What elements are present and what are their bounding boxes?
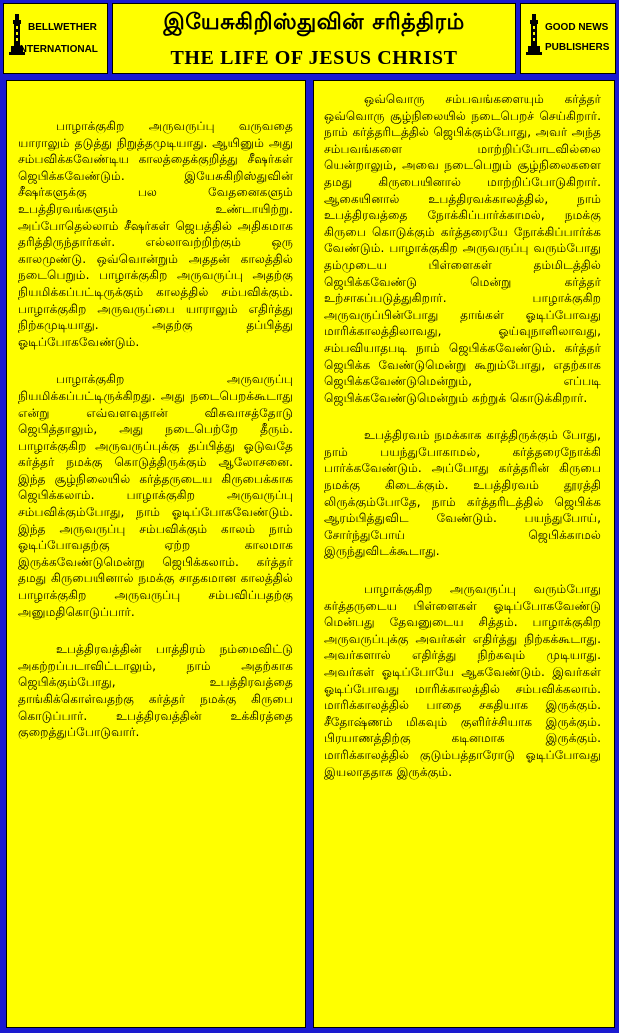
good-news-tower-icon [525,12,543,68]
right-paragraph-2: உபத்திரவம் நமக்காக காத்திருக்கும் போது, நாம் பயந்துபோகாமல், கர்த்தரைநோக்கி பார்க்கவேண்டும். அப்போது கர்த்தரின் கிருபை நமக்கு கிடைக்கும். உபத்திரவம் தூரத்தி லிருக்கும்போதே, நாம் கர்த்தரிடத்தில் ஜெபிக்க ஆரம்பித்துவிட வேண்டும். பயந்துபோய், சோர்ந்துபோய் ஜெபிக்காமல் இருந்துவிடக்கூடாது. [324,428,601,559]
right-logo-box [520,3,616,74]
right-paragraph-1: ஒவ்வொரு சம்பவங்களையும் கர்த்தர் ஒவ்வொரு சூழ்நிலையில் நடைபெறச் செய்கிறார். நாம் கர்த்தரிடத்தில் ஜெபிக்கும்போது, அவர் அந்த சம்பவங்களை மாற்றிப்போடவில்லை யென்றாலும், அவை நடைபெறும் சூழ்நிலைகளை தமது கிருபையினால் மாற்றிப்போடுகிறார். ஆகையினால் உபத்திரவக்காலத்தில், நாம் உபத்திரவத்தை நோக்கிப்பார்க்காமல், நமக்கு கிருபை கொடுக்கும் கர்த்தரையே நோக்கிப்பார்க்க வேண்டும். பாழாக்குகிற அருவருப்பு வரும்போது தம்முடைய பிள்ளைகள் தம்மிடத்தில் ஜெபிக்கவேண்டு மென்று கர்த்தர் உற்சாகப்படுத்துகிறார். பாழாக்குகிற அருவருப்பின்போது தாங்கள் ஓடிப்போவது மாரிக்காலத்திலாவது, ஓய்வுநாளிலாவது, சம்பவியாதபடி நாம் ஜெபிக்கவேண்டும். கர்த்தர் ஜெபிக்க வேண்டுமென்று கூறும்போது, எதற்காக ஜெபிக்கவேண்டுமென்றும், எப்படி ஜெபிக்கவேண்டுமென்றும் கற்றுக் கொடுக்கிறார். [324,92,601,405]
title-english: THE LIFE OF JESUS CHRIST [170,47,458,69]
left-column [6,80,306,1028]
bellwether-tower-icon [8,12,26,68]
right-logo-line1: GOOD NEWS [545,22,609,33]
right-column-text [324,91,601,801]
bellwether-logo [8,12,102,68]
right-column [313,80,615,1028]
right-logo-line2: PUBLISHERS [545,42,610,53]
left-logo-line1: BELLWETHER [28,22,97,33]
left-logo-box [3,3,108,74]
header-banner [0,0,619,79]
left-logo-line2: INTERNATIONAL [17,44,98,55]
title-box [112,3,516,74]
left-column-text [18,118,293,762]
title-tamil: இயேசுகிறிஸ்துவின் சரித்திரம் [163,10,465,35]
good-news-logo [525,12,619,68]
left-paragraph-1: பாழாக்குகிற அருவருப்பு வருவதை யாராலும் தடுத்து நிறுத்தமுடியாது. ஆயினும் அது சம்பவிக்கவேண்டிய காலத்தைக்குறித்து சீஷர்கள் ஜெபிக்கவேண்டும். இயேசுகிறிஸ்துவின் சீஷர்களுக்கு பல வேதனைகளும் உபத்திரவங்களும் உண்டாயிற்று. அப்போதெல்லாம் சீஷர்கள் ஜெபத்தில் அதிகமாக தரித்திருந்தார்கள். எல்லாவற்றிற்கும் ஒரு காலமுண்டு. ஒவ்வொன்றும் அததன் காலத்தில் நடைபெறும். பாழாக்குகிற அருவருப்பு அதற்கு நியமிக்கப்பட்டிருக்கும் காலத்தில் சம்பவிக்கும். பாழாக்குகிற அருவருப்பை யாராலும் எதிர்த்து நிற்கமுடியாது. அதற்கு தப்பித்து ஓடிப்போகவேண்டும். [18,119,293,349]
right-paragraph-3: பாழாக்குகிற அருவருப்பு வரும்போது கர்த்தருடைய பிள்ளைகள் ஓடிப்போகவேண்டு மென்பது தேவனுடைய சித்தம். பாழாக்குகிற அருவருப்புக்கு அவர்கள் எதிர்த்து நிற்கக்கூடாது. அவர்களால் எதிர்த்து நிற்கவும் முடியாது. அவர்கள் ஓடிப்போயே ஆகவேண்டும். இவர்கள் ஓடிப்போவது மாரிக்காலத்தில் சம்பவிக்கலாம். மாரிக்காலத்தில் பாதை சகதியாக இருக்கும். சீதோஷ்ணம் மிகவும் குளிர்ச்சியாக இருக்கும். பிரயாணத்திற்கு கடினமாக இருக்கும். மாரிக்காலத்தில் குடும்பத்தாரோடு ஓடிப்போவது இயலாததாக இருக்கும். [324,582,601,779]
left-paragraph-2: பாழாக்குகிற அருவருப்பு நியமிக்கப்பட்டிருக்கிறது. அது நடைபெறக்கூடாது என்று எவ்வளவுதான் விசுவாசத்தோடு ஜெபித்தாலும், அது நடைபெற்றே தீரும். பாழாக்குகிற அருவருப்புக்கு தப்பித்து ஓடுவதே கர்த்தர் நமக்கு கொடுத்திருக்கும் ஆலோசனை. இந்த சூழ்நிலையில் கர்த்தருடைய கிருபைக்காக ஜெபிக்கலாம். பாழாக்குகிற அருவருப்பு சம்பவிக்கும்போது, நாம் ஓடிப்போகவேண்டும். இந்த அருவருப்பு சம்பவிக்கும் காலம் நாம் ஓடிப்போவதற்கு ஏற்ற காலமாக இருக்கவேண்டுமென்று ஜெபிக்கலாம். கர்த்தர் தமது கிருபையினால் நமக்கு சாதகமான காலத்தில் பாழாக்குகிற அருவருப்பு சம்பவிப்பதற்கு அனுமதிகொடுப்பார். [18,372,293,619]
left-paragraph-3: உபத்திரவத்தின் பாத்திரம் நம்மைவிட்டு அகற்றப்படாவிட்டாலும், நாம் அதற்காக ஜெபிக்கும்போது, உபத்திரவத்தை தாங்கிக்கொள்வதற்கு கர்த்தர் நமக்கு கிருபை கொடுப்பார். உபத்திரவத்தின் உக்கிரத்தை குறைத்துப்போடுவார். [18,642,293,740]
